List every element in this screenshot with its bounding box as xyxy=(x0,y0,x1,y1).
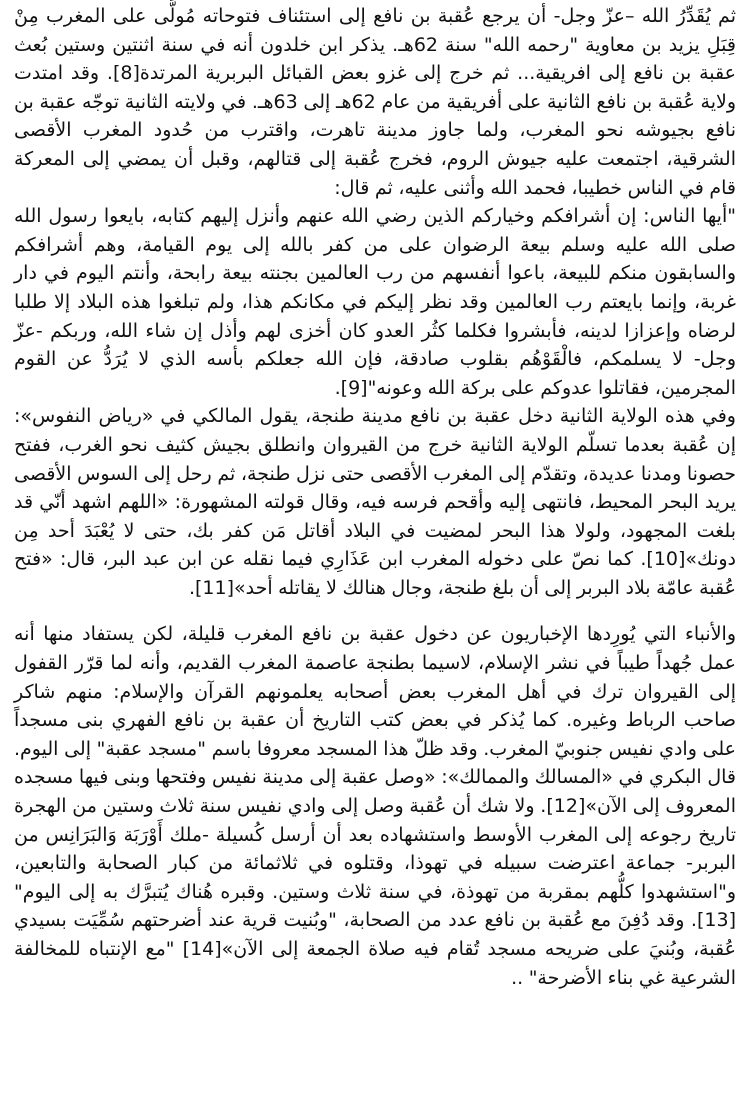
paragraph-speech: "أيها الناس: إن أشرافكم وخياركم الذين رضي الله عنهم وأنزل إليهم كتابه، بايعوا رسول الله صلى الله عليه وسلم بيعة الرضوان على من كفر بالله إلى يوم القيامة، وهم أشرافكم والسابقون منكم للبيعة، باعوا أنفسهم من رب العالمين بجنته بيعة رابحة، وأنتم اليوم في دار غربة، وإنما بايعتم رب العالمين وقد نظر إليكم في مكانكم هذا، ولم تبلغوا هذه البلاد إلا طلبا لرضاه وإعزازا لدينه، فأبشروا فكلما كثُر العدو كان أخزى لهم وأذل إن شاء الله، وربكم -عزّ وجل- لا يسلمكم، فالْقَوْهُم بقلوب صادقة، فإن الله جعلكم بأسه الذي لا يُرَدُّ عن القوم المجرمين، فقاتلوا عدوكم على بركة الله وعونه"[9]. xyxy=(14,205,736,399)
paragraph-intro: ثم يُقَدِّرُ الله –عزّ وجل- أن يرجع عُقبة بن نافع إلى استئناف فتوحاته مُولًّى على المغرب مِنْ قِبَلِ يزيد بن معاوية "رحمه الله" سنة 62هـ. يذكر ابن خلدون أنه في سنة اثنتين وستين بُعث عقبة بن نافع إلى افريقية... ثم خرج إلى غزو بعض القبائل البربرية المرتدة[8]. وقد امتدت ولاية عُقبة بن نافع الثانية على أفريقية من عام 62هـ إلى 63هـ. في ولايته الثانية توجّه عقبة بن نافع بجيوشه نحو المغرب، ولما جاوز مدينة تاهرت، واقترب من حُدود المغرب الأقصى الشرقية، اجتمعت عليه جيوش الروم، فخرج عُقبة إلى قتالهم، وقبل أن يمضي إلى المعركة قام في الناس خطيبا، فحمد الله وأثنى عليه، ثم قال: xyxy=(14,5,736,199)
paragraph-mosque: والأنباء التي يُورِدها الإخباريون عن دخول عقبة بن نافع المغرب قليلة، لكن يستفاد منها أنه عمل جُهداً طيباً في نشر الإسلام، لاسيما بطنجة عاصمة المغرب القديم، وأنه لما قرّر القفول إلى القيروان ترك في أهل المغرب بعض أصحابه يعلمونهم القرآن والإسلام: منهم شاكر صاحب الرباط وغيره. كما يُذكر في بعض كتب التاريخ أن عقبة بن نافع الفهري بنى مسجداً على وادي نفيس جنوبيّ المغرب. وقد ظلّ هذا المسجد معروفا باسم "مسجد عقبة" إلى اليوم. قال البكري في «المسالك والممالك»: «وصل عقبة إلى مدينة نفيس وفتحها وبنى فيها مسجده المعروف إلى الآن»[12]. ولا شك أن عُقبة وصل إلى وادي نفيس سنة ثلاث وستين من الهجرة تاريخ رجوعه إلى المغرب الأوسط واستشهاده بعد أن أرسل كُسيلة -ملك أَوْرَبَة وَالبَرَانِس من البربر- جماعة اعترضت سبيله في تهوذا، وقتلوه في ثلاثمائة من كبار الصحابة والتابعين، و"استشهدوا كلُّهم بمقربة من تهوذة، في سنة ثلاث وستين. وقبره هُناك يُتبرَّك به إلى اليوم"[13]. وقد دُفِنَ مع عُقبة بن نافع عدد من الصحابة، "وبُنيت قرية عند أضرحتهم سُمِّيَت بسيدي عُقبة، وبُنيَ على ضريحه مسجد تُقام فيه صلاة الجمعة إلى الآن»[14] "مع الإنتباه للمخالفة الشرعية غي بناء الأضرحة" .. xyxy=(14,623,736,989)
document-page xyxy=(14,2,736,992)
paragraph-tangier: وفي هذه الولاية الثانية دخل عقبة بن نافع مدينة طنجة، يقول المالكي في «رياض النفوس»: إن عُقبة بعدما تسلّم الولاية الثانية خرج من القيروان وانطلق بجيش كثيف نحو الغرب، ففتح حصونا ومدنا عديدة، وتقدّم إلى المغرب الأقصى حتى نزل طنجة، ثم رحل إلى السوس الأقصى يريد البحر المحيط، فانتهى إليه وأقحم فرسه فيه، وقال قولته المشهورة: «اللهم اشهد أنّي قد بلغت المجهود، ولولا هذا البحر لمضيت في البلاد أقاتل مَن كفر بك، حتى لا يُعْبَدَ أحد مِن دونك»[10]. كما نصّ على دخوله المغرب ابن عَذَارِي فيما نقله عن ابن عبد البر، قال: «فتح عُقبة عامّة بلاد البربر إلى أن بلغ طنجة، وجال هنالك لا يقاتله أحد»[11]. xyxy=(14,405,736,599)
